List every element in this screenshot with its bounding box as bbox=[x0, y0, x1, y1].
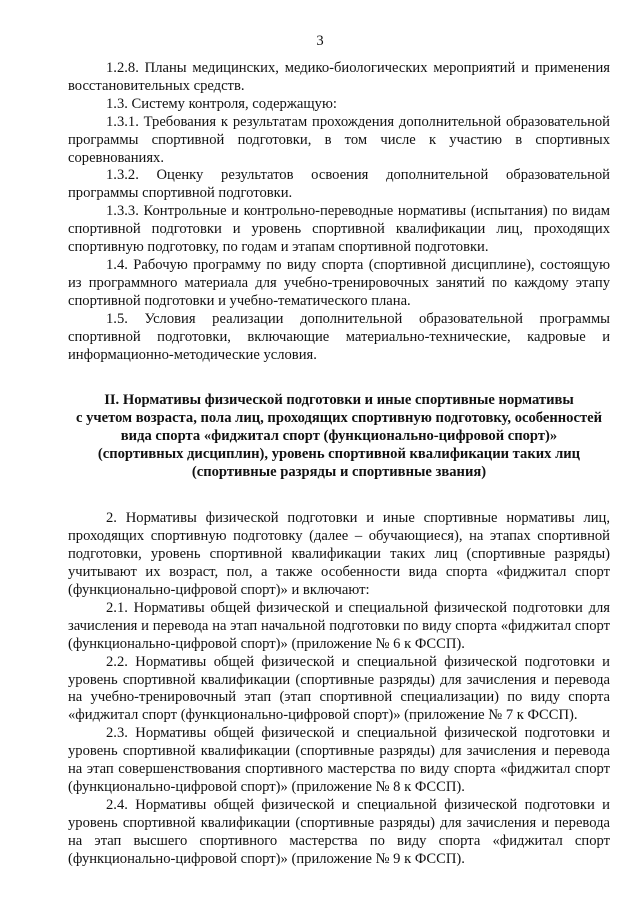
section-heading bbox=[68, 392, 610, 481]
heading-line: II. Нормативы физической подготовки и иные спортивные нормативы bbox=[104, 392, 574, 409]
paragraph-1-3-1: 1.3.1. Требования к результатам прохождения дополнительной образовательной программы спортивной подготовки, в том числе к участию в спортивных соревнованиях. bbox=[68, 113, 610, 166]
heading-line: вида спорта «фиджитал спорт (функционально-цифровой спорт)» bbox=[120, 428, 558, 444]
paragraph-1-3-3: 1.3.3. Контрольные и контрольно-переводные нормативы (испытания) по видам спортивной подготовки и уровень спортивной квалификации лиц, проходящих спортивную подготовку, по годам и этапам спортивной подготовки. bbox=[68, 203, 610, 256]
document-body bbox=[68, 60, 610, 869]
paragraph-2-1: 2.1. Нормативы общей физической и специальной физической подготовки для зачисления и перевода на этап начальной подготовки по виду спорта «фиджитал спорт (функционально-цифровой спорт)» (приложение № 6 к ФССП). bbox=[68, 599, 610, 652]
heading-line: (спортивных дисциплин), уровень спортивной квалификации таких лиц bbox=[97, 445, 581, 462]
paragraph-2-3: 2.3. Нормативы общей физической и специальной физической подготовки и уровень спортивной квалификации (спортивные разряды) для зачисления и перевода на этап совершенствования спортивного мастерства по виду спорта «фиджитал спорт (функционально-цифровой спорт)» (приложение № 8 к ФССП). bbox=[68, 725, 610, 795]
paragraph-1-3: 1.3. Систему контроля, содержащую: bbox=[106, 95, 337, 112]
paragraph-1-4: 1.4. Рабочую программу по виду спорта (спортивной дисциплине), состоящую из программного материала для учебно-тренировочных занятий по каждому этапу спортивной подготовки и учебно-тематического плана. bbox=[68, 256, 610, 309]
heading-line: (спортивные разряды и спортивные звания) bbox=[191, 463, 487, 480]
page-number: 3 bbox=[316, 33, 324, 49]
paragraph-2-4: 2.4. Нормативы общей физической и специальной физической подготовки и уровень спортивной квалификации (спортивные разряды) для зачисления и перевода на этап высшего спортивного мастерства по виду спорта «фиджитал спорт (функционально-цифровой спорт)» (приложение № 9 к ФССП). bbox=[68, 796, 610, 867]
heading-line: с учетом возраста, пола лиц, проходящих спортивную подготовку, особенностей bbox=[76, 410, 602, 427]
paragraph-1-3-2: 1.3.2. Оценку результатов освоения дополнительной образовательной программы спортивной подготовки. bbox=[68, 167, 610, 202]
paragraph-2-2: 2.2. Нормативы общей физической и специальной физической подготовки и уровень спортивной квалификации (спортивные разряды) для зачисления и перевода на учебно-тренировочный этап (этап спортивной специализации) по виду спорта «фиджитал спорт (функционально-цифровой спорт)» (приложение № 7 к ФССП). bbox=[68, 653, 610, 724]
paragraph-2: 2. Нормативы физической подготовки и иные спортивные нормативы лиц, проходящих спортивную подготовку (далее – обучающиеся), на этапах спортивной подготовки, уровень спортивной квалификации таких лиц (спортивные разряды) учитывают их возраст, пол, а также особенности вида спорта «фиджитал спорт (функционально-цифровой спорт)» и включают: bbox=[68, 510, 610, 599]
paragraph-1-5: 1.5. Условия реализации дополнительной образовательной программы спортивной подготовки, включающие материально-технические, кадровые и информационно-методические условия. bbox=[68, 310, 610, 363]
paragraph-1-2-8: 1.2.8. Планы медицинских, медико-биологических мероприятий и применения восстановительных средств. bbox=[68, 60, 610, 94]
